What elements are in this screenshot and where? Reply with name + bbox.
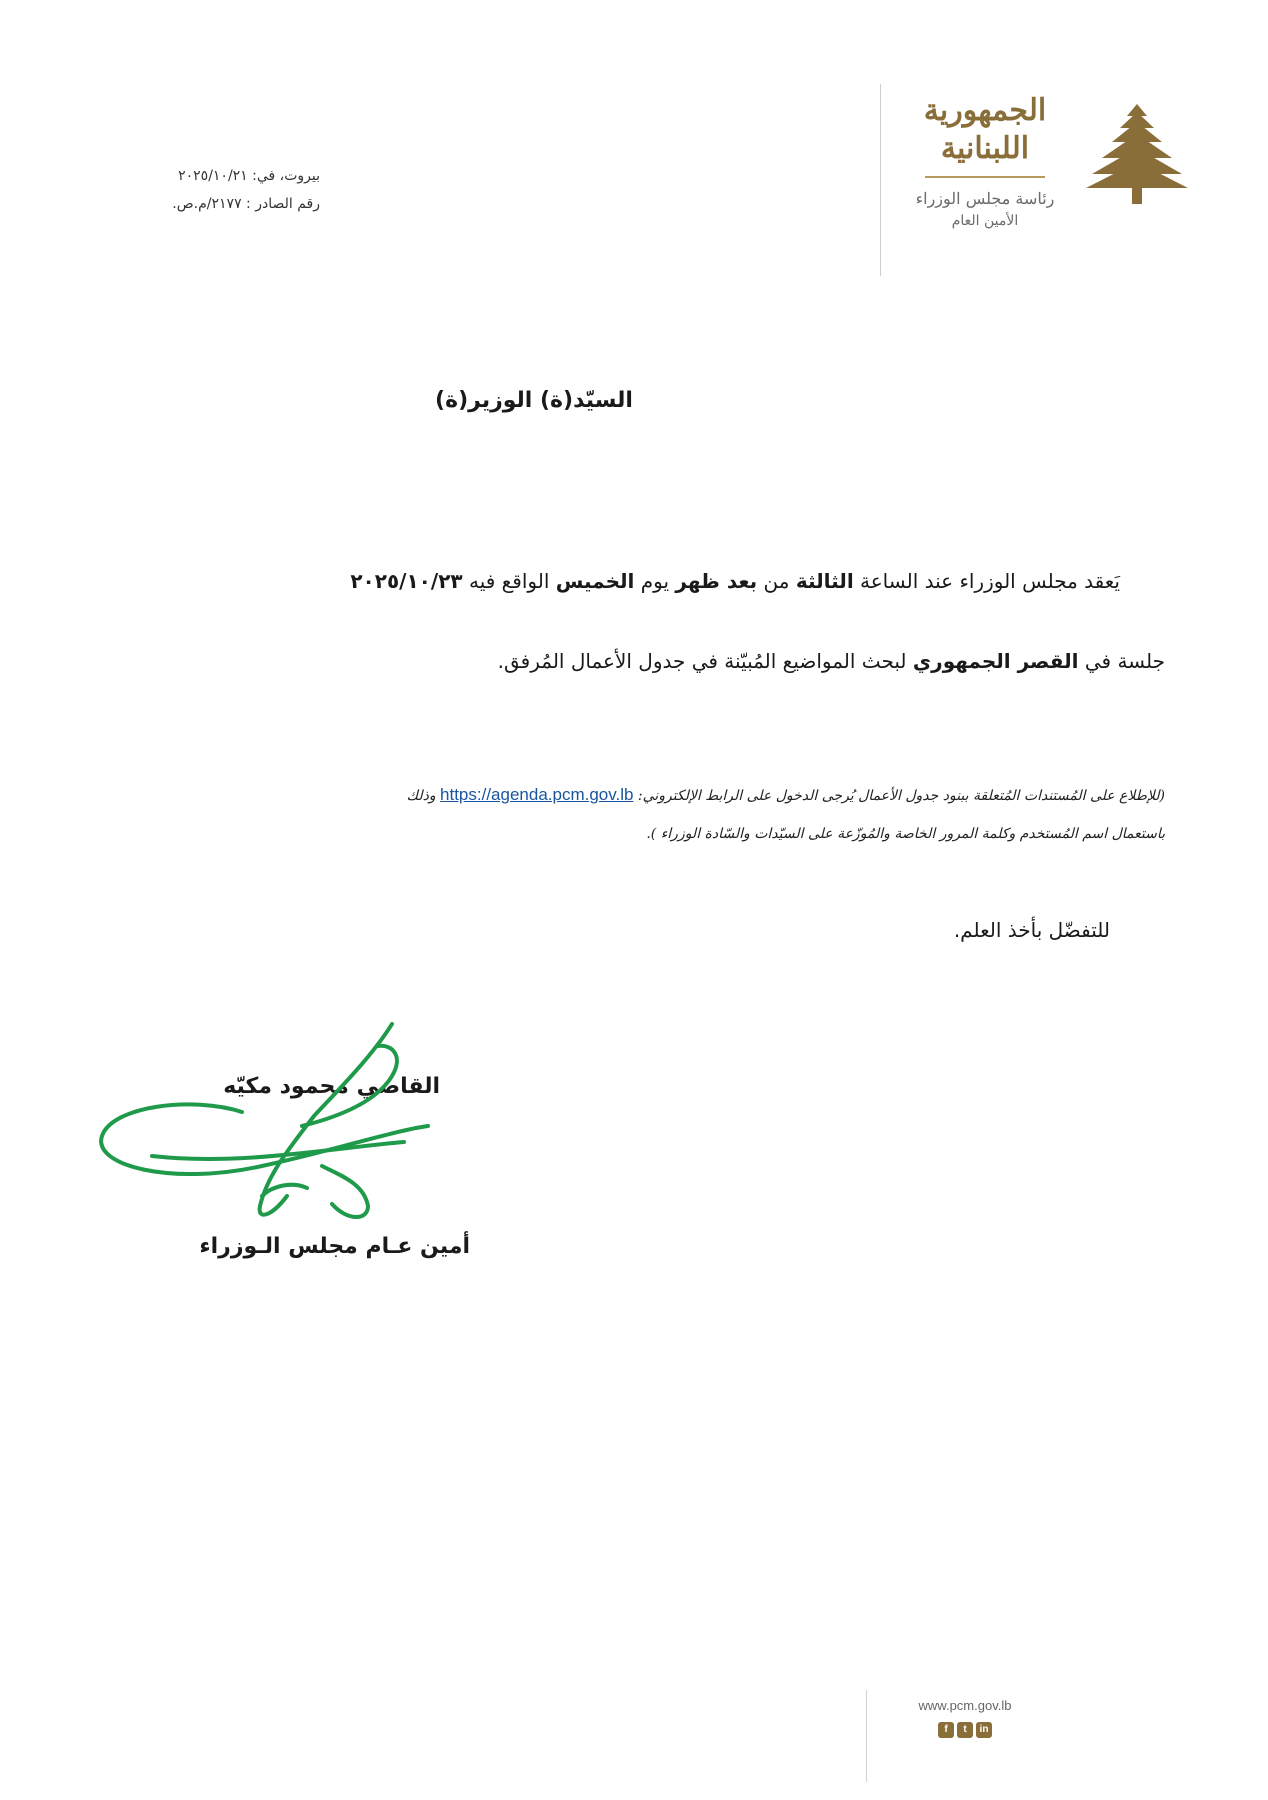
facebook-icon[interactable]: f: [938, 1722, 954, 1738]
brand-rule: [925, 176, 1045, 178]
brand-subtitle-2: الأمين العام: [951, 213, 1019, 229]
brand-name-line1: الجمهورية: [923, 93, 1047, 128]
signer-title: أمين عـام مجلس الـوزراء: [199, 1234, 470, 1259]
letter-body: [150, 560, 1165, 682]
agenda-link[interactable]: https://agenda.pcm.gov.lb: [440, 785, 634, 804]
handwritten-signature: [92, 1016, 472, 1236]
letterhead-brand: [890, 92, 1080, 232]
footer: [880, 1698, 1050, 1738]
header-divider: [880, 84, 881, 276]
place-date: بيروت، في: ٢٠٢٥/١٠/٢١: [178, 168, 320, 184]
note-line-1: (للإطلاع على المُستندات المُتعلقة ببنود جدول الأعمال يُرجى الدخول على الرابط الإلكتروني: https://agenda.pcm.gov.lb وذلك: [406, 785, 1165, 804]
cedar-icon: [1082, 98, 1192, 208]
brand-subtitle: رئاسة مجلس الوزراء: [915, 189, 1055, 208]
note-line-2: باستعمال اسم المُستخدم وكلمة المرور الخاصة والمُوزّعة على السيّدات والسّادة الوزراء ).: [646, 826, 1165, 842]
signer-name: القاضي محمود مكيّه: [223, 1074, 440, 1099]
salutation: السيّد(ة) الوزير(ة): [435, 388, 633, 413]
social-icons: [880, 1722, 1050, 1738]
footer-website[interactable]: www.pcm.gov.lb: [918, 1698, 1012, 1713]
brand-name-line2: اللبنانية: [940, 131, 1030, 166]
body-line-1: يَعقد مجلس الوزراء عند الساعة الثالثة من بعد ظهر يوم الخميس الواقع فيه ٢٠٢٥/١٠/٢٣: [350, 569, 1120, 593]
agenda-note: [150, 776, 1165, 853]
closing-line: للتفضّل بأخذ العلم.: [953, 918, 1110, 942]
reference-block: [100, 162, 320, 218]
linkedin-icon[interactable]: in: [976, 1722, 992, 1738]
twitter-icon[interactable]: t: [957, 1722, 973, 1738]
outgoing-number: رقم الصادر : ٢١٧٧/م.ص.: [172, 196, 320, 212]
body-line-2: جلسة في القصر الجمهوري لبحث المواضيع المُبيّنة في جدول الأعمال المُرفق.: [497, 649, 1165, 673]
footer-divider: [866, 1690, 867, 1782]
